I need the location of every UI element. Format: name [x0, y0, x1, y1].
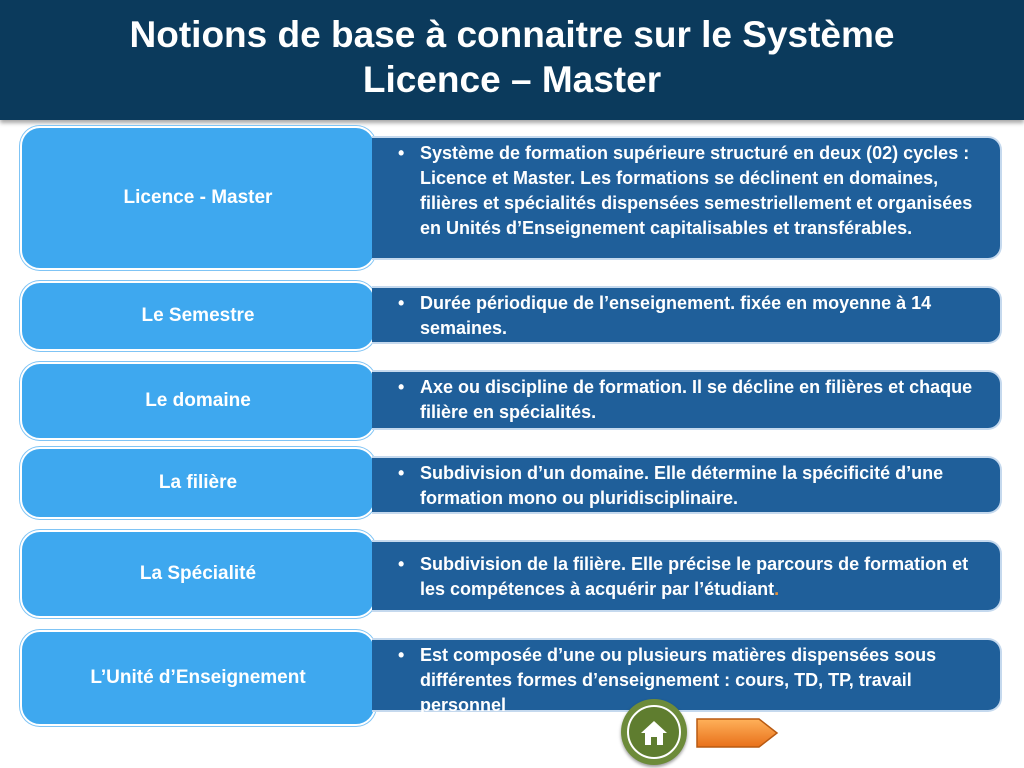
term-label: L’Unité d’Enseignement: [90, 667, 306, 688]
bullet: •: [398, 143, 405, 163]
definition-licence-master: [372, 136, 1002, 260]
bullet: •: [398, 463, 405, 483]
bullet: •: [398, 645, 405, 665]
definition-text: Système de formation supérieure structuré en deux (02) cycles : Licence et Master. Les formations se déclinent en domaines, filières et spécialités dispensées semestriellement et organisées en Unités d’Enseignement capitalisables et transférables.: [420, 143, 973, 238]
term-label: La filière: [158, 472, 238, 493]
definition-semestre: [372, 286, 1002, 344]
term-label: La Spécialité: [139, 563, 257, 584]
term-licence-master: [20, 126, 376, 270]
slide-header: [0, 0, 1024, 120]
definition-text: Subdivision de la filière. Elle précise le parcours de formation et les compétences à acquérir par l’étudiant.: [420, 554, 969, 599]
term-filiere: [20, 447, 376, 519]
term-label: Le Semestre: [141, 305, 255, 326]
definition-text: Axe ou discipline de formation. Il se décline en filières et chaque filière en spécialités.: [420, 377, 973, 422]
definition-unite-enseignement: [372, 638, 1002, 715]
definition-filiere: [372, 456, 1002, 514]
home-icon: [629, 707, 679, 757]
term-semestre: [20, 281, 376, 351]
term-domaine: [20, 362, 376, 440]
term-label: Licence - Master: [123, 187, 273, 208]
term-unite-enseignement: [20, 630, 376, 726]
title-line-1: Notions de base à connaitre sur le Système: [129, 14, 895, 55]
definition-text: Est composée d’une ou plusieurs matières dispensées sous différentes formes d’enseignement : cours, TD, TP, travail personnel: [420, 645, 937, 715]
arrow-right-icon[interactable]: [695, 715, 779, 751]
definition-text: Durée périodique de l’enseignement. fixée en moyenne à 14 semaines.: [420, 293, 932, 338]
slide-title: [0, 12, 1024, 102]
definition-specialite: [372, 540, 1002, 612]
bullet: •: [398, 554, 405, 574]
bullet: •: [398, 377, 405, 397]
definition-domaine: [372, 370, 1002, 430]
term-label: Le domaine: [145, 390, 251, 411]
title-line-2: Licence – Master: [362, 59, 662, 100]
home-button[interactable]: [621, 699, 687, 765]
term-specialite: [20, 530, 376, 618]
bullet: •: [398, 293, 405, 313]
definition-text: Subdivision d’un domaine. Elle détermine la spécificité d’une formation mono ou pluridisciplinaire.: [420, 463, 944, 508]
